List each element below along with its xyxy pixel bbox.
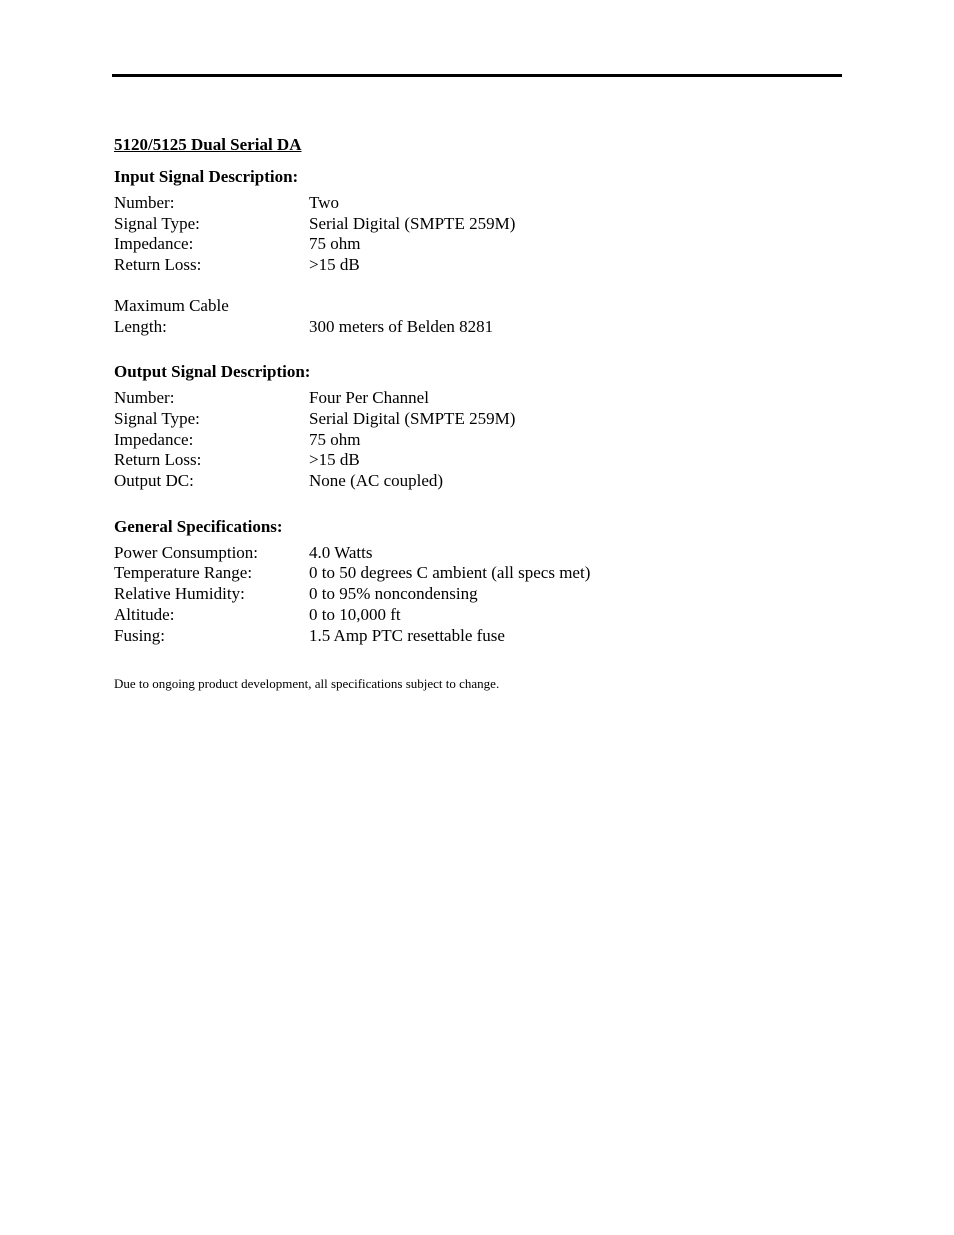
spec-value: 0 to 10,000 ft xyxy=(309,604,401,624)
spec-label: Impedance: xyxy=(114,234,194,254)
spec-label: Output DC: xyxy=(114,471,194,491)
input-section-heading: Input Signal Description: xyxy=(114,167,299,186)
spec-label: Number: xyxy=(114,193,175,212)
spec-label: Temperature Range: xyxy=(114,563,253,583)
spec-row xyxy=(114,450,854,471)
spec-value: 75 ohm xyxy=(309,234,361,254)
spec-label: Fusing: xyxy=(114,625,166,645)
spec-value: Serial Digital (SMPTE 259M) xyxy=(309,408,516,428)
spec-label: Length: xyxy=(114,316,167,336)
spec-row xyxy=(114,563,854,584)
spec-sheet xyxy=(114,135,854,692)
spec-value: 4.0 Watts xyxy=(309,542,373,562)
spec-value: 0 to 95% noncondensing xyxy=(309,584,478,604)
spec-row xyxy=(114,605,854,626)
spec-label: Signal Type: xyxy=(114,213,200,233)
spec-label: Relative Humidity: xyxy=(114,584,245,604)
spec-value: None (AC coupled) xyxy=(309,471,444,491)
spec-value: 1.5 Amp PTC resettable fuse xyxy=(309,625,505,645)
spec-value: 0 to 50 degrees C ambient (all specs met) xyxy=(309,563,591,583)
spec-row xyxy=(114,388,854,409)
document-title: 5120/5125 Dual Serial DA xyxy=(114,135,302,154)
output-section xyxy=(114,362,854,492)
input-section xyxy=(114,167,854,337)
spec-label: Impedance: xyxy=(114,429,194,449)
general-section-heading: General Specifications: xyxy=(114,516,283,536)
spec-label: Return Loss: xyxy=(114,255,202,275)
spec-value: Two xyxy=(309,193,339,212)
output-section-heading: Output Signal Description: xyxy=(114,362,311,382)
spec-label: Power Consumption: xyxy=(114,542,259,562)
spec-row xyxy=(114,584,854,605)
spec-row xyxy=(114,543,854,564)
spec-row xyxy=(114,430,854,451)
spec-row xyxy=(114,193,854,214)
spec-row xyxy=(114,471,854,492)
header-rule xyxy=(112,74,842,77)
spec-label: Altitude: xyxy=(114,604,175,624)
spec-row xyxy=(114,255,854,276)
spec-value: 75 ohm xyxy=(309,429,361,449)
spec-value: 300 meters of Belden 8281 xyxy=(309,316,494,336)
spec-row xyxy=(114,409,854,430)
spec-row xyxy=(114,214,854,235)
spec-row-cable-label xyxy=(114,296,854,317)
spec-row xyxy=(114,234,854,255)
spec-value: Four Per Channel xyxy=(309,388,429,408)
spec-value: >15 dB xyxy=(309,450,360,470)
spec-label: Signal Type: xyxy=(114,408,200,428)
spec-value: >15 dB xyxy=(309,255,360,275)
spec-label: Maximum Cable xyxy=(114,295,229,315)
spec-label: Return Loss: xyxy=(114,450,202,470)
footnote: Due to ongoing product development, all specifications subject to change. xyxy=(114,676,500,692)
spec-value: Serial Digital (SMPTE 259M) xyxy=(309,213,516,233)
spec-row-cable-length xyxy=(114,317,854,338)
spec-label: Number: xyxy=(114,388,175,408)
spec-row xyxy=(114,626,854,647)
general-section xyxy=(114,517,854,647)
spec-value-empty xyxy=(309,296,854,317)
